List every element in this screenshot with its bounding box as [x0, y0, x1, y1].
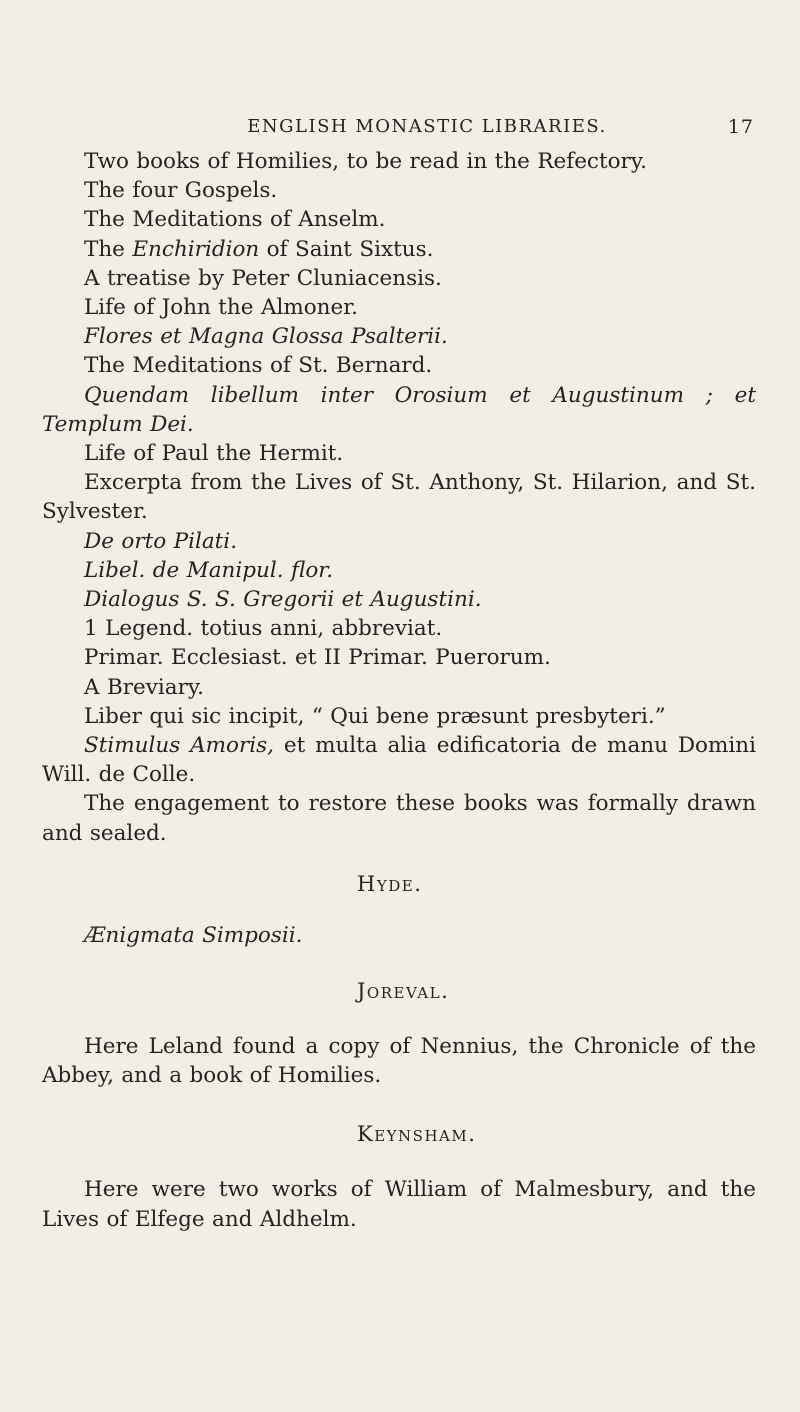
book-list — [42, 147, 756, 848]
page-number: 17 — [727, 116, 754, 138]
running-title: ENGLISH MONASTIC LIBRARIES. — [247, 116, 607, 137]
section-heading-joreval: Joreval. — [357, 979, 450, 1004]
section-heading-hyde: Hyde. — [357, 871, 423, 896]
list-item: De orto Pilati. — [84, 528, 238, 554]
list-item: The Meditations of St. Bernard. — [84, 353, 433, 379]
list-item: Excerpta from the Lives of St. Anthony, St. Hilarion, and St. Sylvester. — [42, 470, 756, 525]
list-item: The four Gospels. — [84, 178, 278, 204]
list-item: The Meditations of Anselm. — [84, 207, 386, 233]
list-item: Two books of Homilies, to be read in the Refectory. — [84, 149, 647, 174]
list-item: The Enchiridion of Saint Sixtus. — [84, 236, 434, 262]
list-item: 1 Legend. totius anni, abbreviat. — [84, 616, 443, 642]
section-heading-keynsham: Keynsham. — [357, 1122, 477, 1147]
list-item: Quendam libellum inter Orosium et Augustinum ; et Templum Dei. — [42, 382, 756, 437]
list-item: Primar. Ecclesiast. et II Primar. Puerorum. — [84, 645, 551, 671]
list-item: Flores et Magna Glossa Psalterii. — [84, 324, 448, 350]
list-item: Libel. de Manipul. flor. — [84, 557, 334, 583]
section-paragraph: Here Leland found a copy of Nennius, the Chronicle of the Abbey, and a book of Homilies. — [42, 1034, 756, 1089]
list-item: A treatise by Peter Cluniacensis. — [84, 265, 442, 291]
list-item: Dialogus S. S. Gregorii et Augustini. — [84, 587, 482, 613]
list-item: Ænigmata Simposii. — [84, 922, 303, 948]
list-item: Stimulus Amoris, et multa alia edificatoria de manu Domini Will. de Colle. — [42, 733, 756, 788]
list-item: Liber qui sic incipit, “ Qui bene præsunt presbyteri.” — [84, 703, 666, 729]
section-paragraph: Here were two works of William of Malmesbury, and the Lives of Elfege and Aldhelm. — [42, 1177, 756, 1232]
list-item: The engagement to restore these books was formally drawn and sealed. — [42, 791, 756, 846]
list-item: Life of John the Almoner. — [84, 295, 358, 321]
running-head — [42, 102, 756, 142]
book-page — [0, 102, 800, 1412]
list-item: Life of Paul the Hermit. — [84, 441, 344, 467]
list-item: A Breviary. — [84, 674, 205, 700]
